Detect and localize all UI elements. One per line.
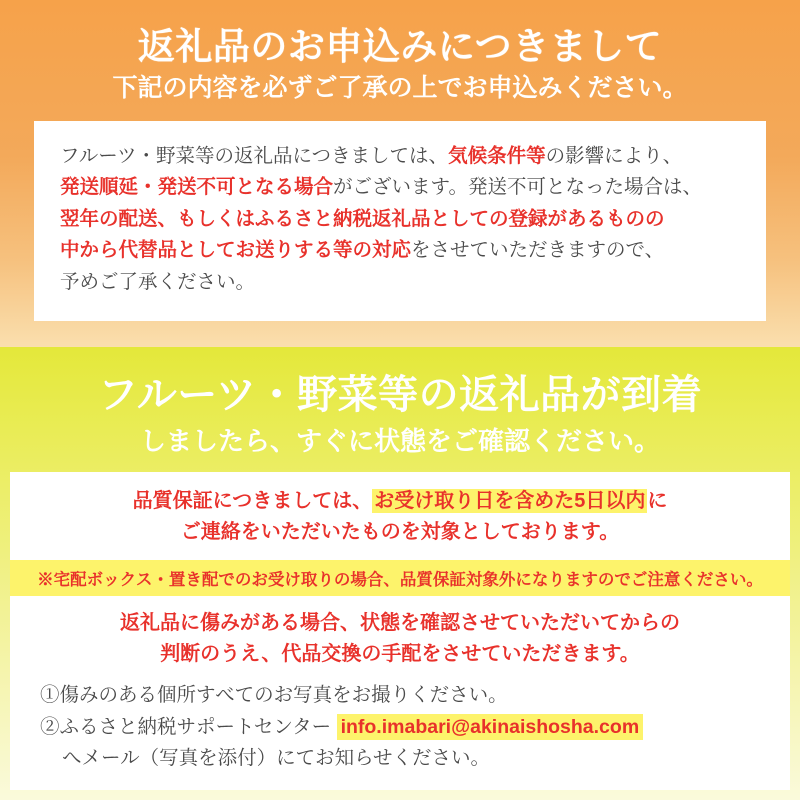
list-item	[40, 743, 790, 774]
emphasis-text: 気候条件等	[448, 144, 546, 167]
delivery-box-notice: ※宅配ボックス・置き配でのお受け取りの場合、品質保証対象外になりますのでご注意ください。	[10, 560, 790, 596]
green-subtitle: しましたら、すぐに状態をご確認ください。	[139, 425, 660, 456]
orange-notice-box	[34, 121, 766, 321]
emphasis-text: 発送順延・発送不可となる場合	[60, 176, 334, 199]
text-line	[10, 486, 790, 517]
emphasis-text: 中から代替品としてお送りする等の対応	[60, 239, 412, 262]
emphasis-text: 返礼品に傷みがある場合、状態を確認させていただいてからの	[120, 612, 680, 635]
body-text: をさせていただきますので、	[411, 239, 665, 262]
text-line	[10, 517, 790, 548]
support-email[interactable]: info.imabari@akinaishosha.com	[337, 714, 644, 740]
body-text: ①傷みのある個所すべてのお写真をお撮りください。	[40, 684, 508, 707]
damage-handling-lines	[10, 608, 790, 670]
body-text: ②ふるさと納税サポートセンター	[40, 715, 337, 738]
orange-subtitle: 下記の内容を必ずご了承の上でお申込みください。	[112, 74, 688, 103]
body-text: フルーツ・野菜等の返礼品につきましては、	[60, 144, 449, 167]
text-line	[10, 608, 790, 639]
contact-steps	[10, 680, 790, 774]
body-text: へメール（写真を添付）にてお知らせください。	[62, 746, 491, 769]
text-line	[60, 267, 740, 299]
text-line	[60, 172, 740, 204]
text-line	[60, 235, 740, 267]
green-notice-box	[10, 472, 790, 790]
list-item	[40, 712, 790, 743]
body-text: がございます。発送不可となった場合は、	[333, 176, 702, 199]
body-text: の影響により、	[545, 144, 683, 167]
emphasis-text: 品質保証につきましては、	[132, 490, 373, 513]
list-item	[40, 680, 790, 711]
quality-guarantee-lines	[10, 486, 790, 548]
highlighted-text: お受け取り日を含めた5日以内	[374, 490, 646, 513]
emphasis-text: 判断のうえ、代品交換の手配をさせていただきます。	[160, 643, 640, 666]
green-title: フルーツ・野菜等の返礼品が到着	[97, 372, 703, 417]
orange-title: 返礼品のお申込みにつきまして	[137, 26, 663, 67]
body-text: 予めご了承ください。	[60, 271, 256, 294]
text-line	[10, 639, 790, 670]
orange-section	[0, 0, 800, 347]
green-section	[0, 347, 800, 800]
text-line	[60, 204, 740, 236]
emphasis-text: 翌年の配送、もしくはふるさと納税返礼品としての登録があるものの	[60, 207, 665, 230]
orange-body-lines	[60, 141, 740, 299]
text-line	[60, 141, 740, 173]
emphasis-text: ご連絡をいただいたものを対象としております。	[180, 521, 620, 544]
emphasis-text: に	[647, 490, 668, 513]
